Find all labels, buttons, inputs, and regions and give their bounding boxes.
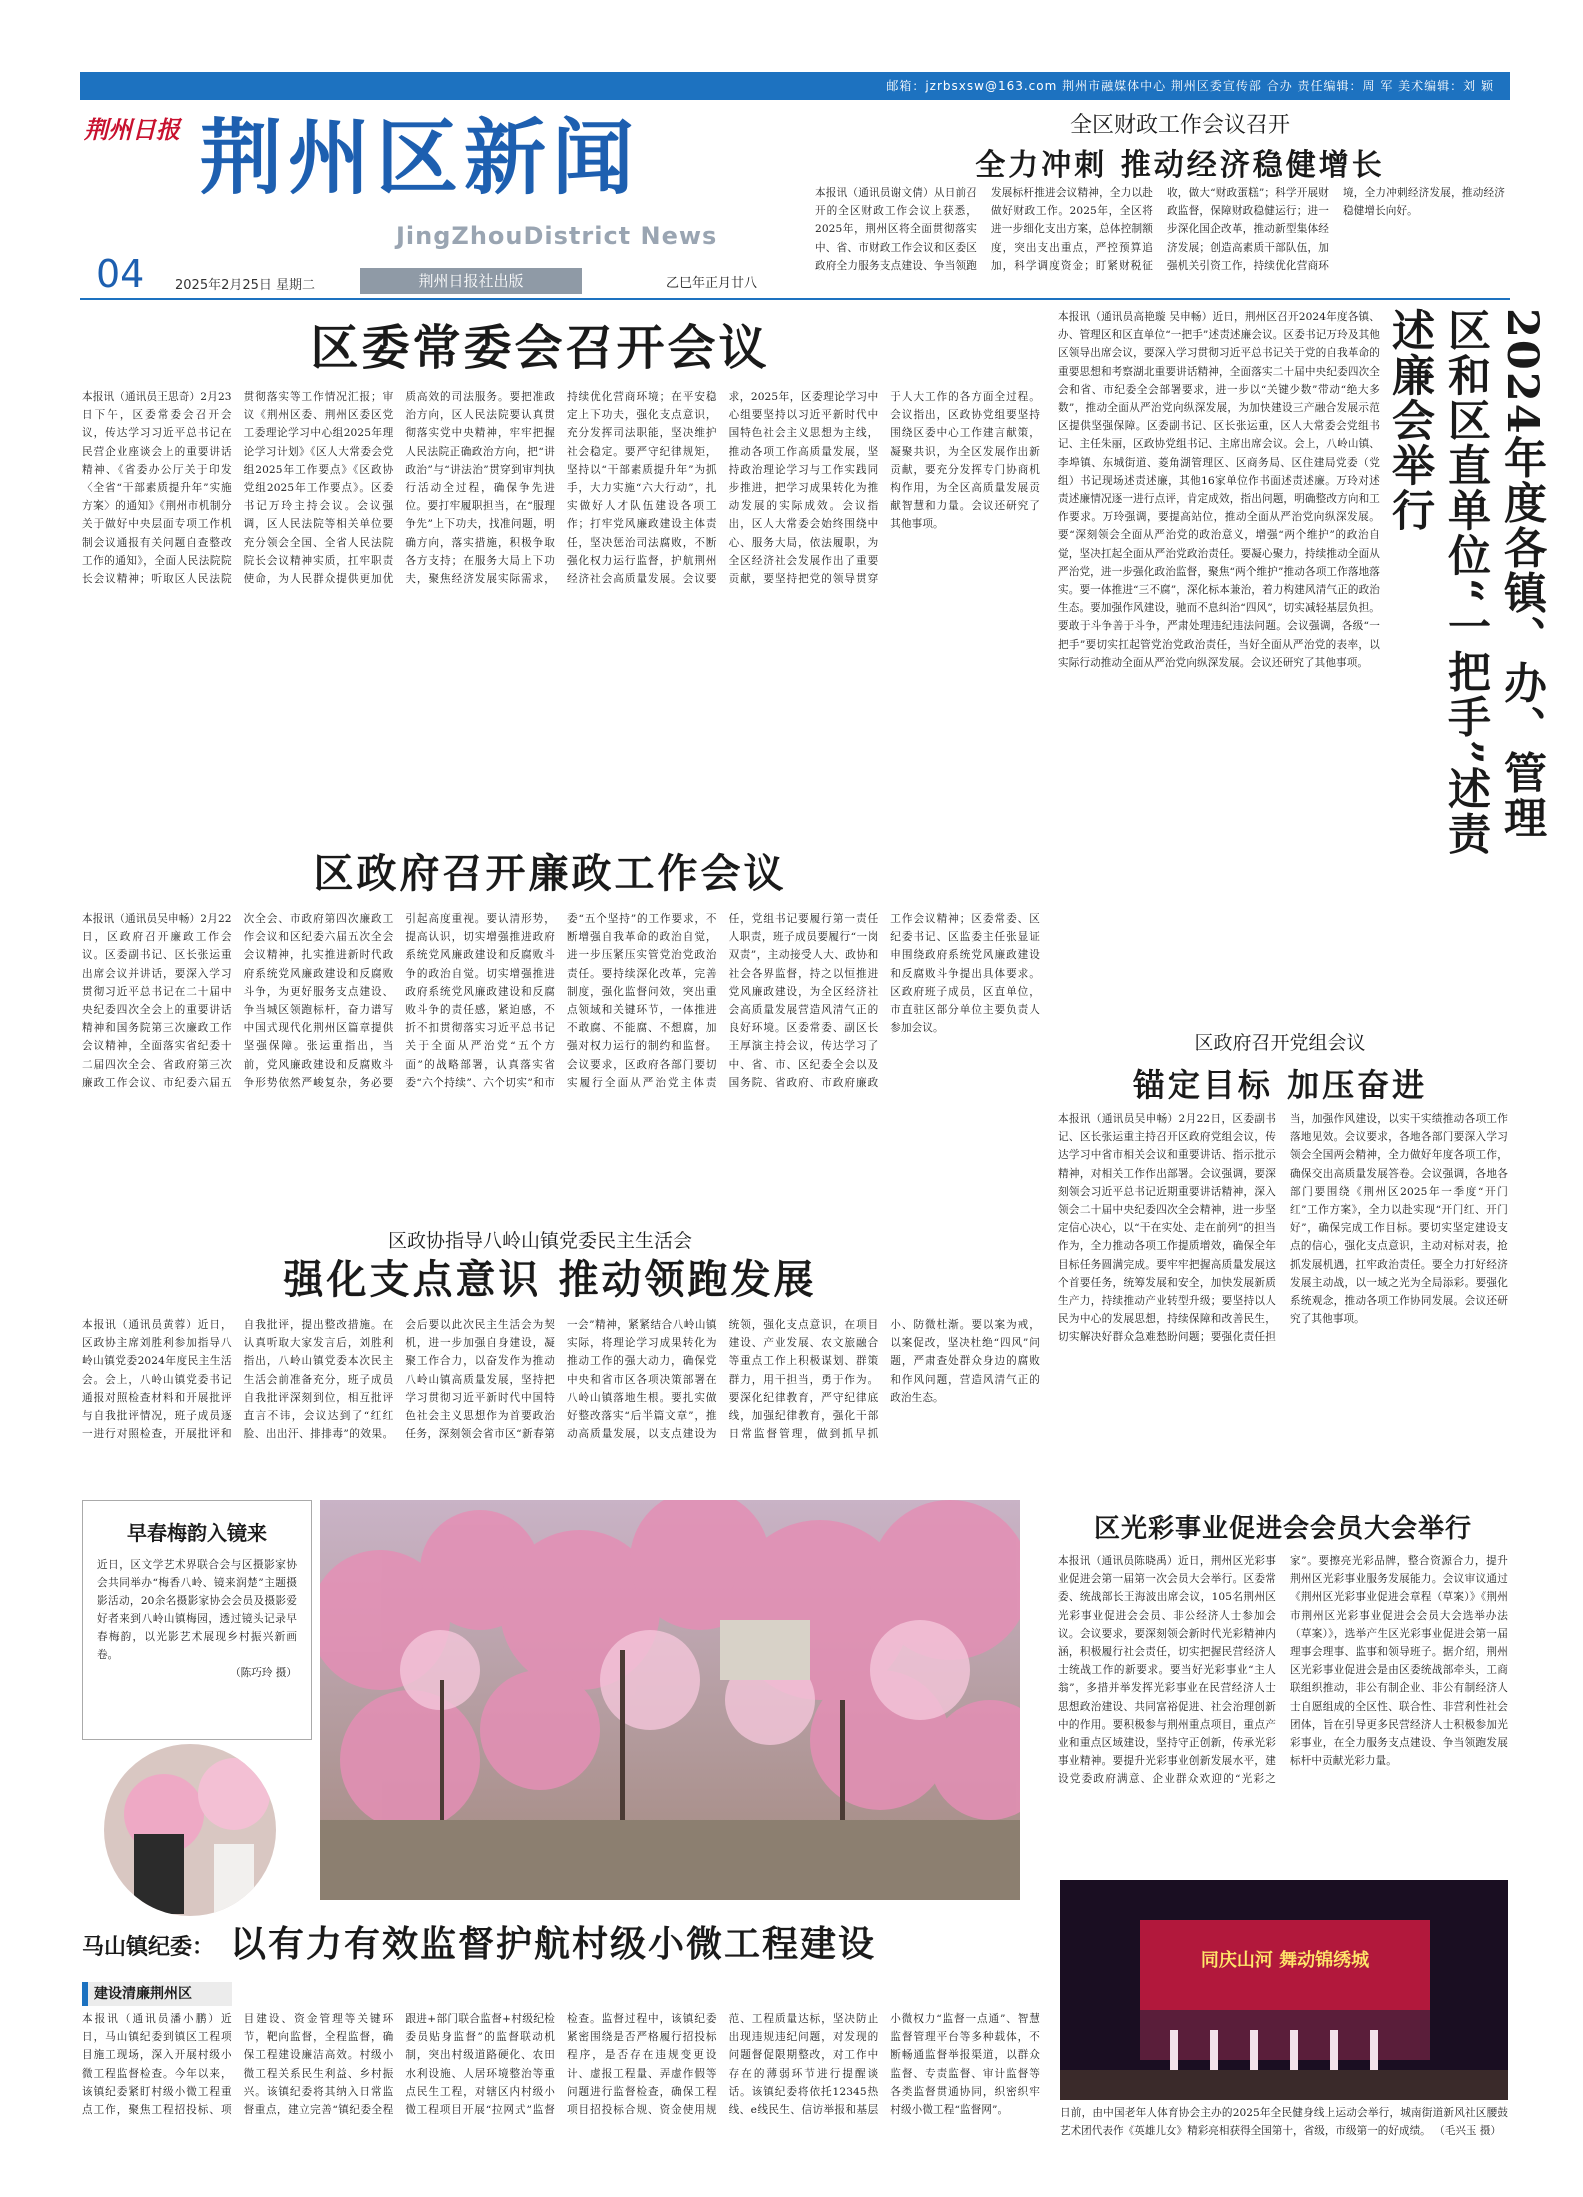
- stage-credit: （毛兴玉 摄）: [1434, 2125, 1502, 2137]
- party-body: 本报讯（通讯员吴申畅）2月22日，区委副书记、区长张运重主持召开区政府党组会议，传达学习中省市相关会议和重要讲话、指示批示精神，对相关工作作出部署。会议强调，要深刻领会习近平总书记近期重要讲话精神，深入领会二十届中央纪委四次全会精神，进一步坚定信心决心，以“干在实处、走在前列”的担当作为，全力推动各项工作提质增效，确保全年目标任务圆满完成。要牢牢把握高质量发展这个首要任务，统筹发展和安全，加快发展新质生产力，持续推动产业转型升级；要坚持以人民为中心的发展思想，持续保障和改善民生，切实解决好群众急难愁盼问题；要强化责任担当，加强作风建设，以实干实绩推动各项工作落地见效。会议要求，各地各部门要深入学习领会全国两会精神，全力做好年度各项工作，确保交出高质量发展答卷。会议强调，各地各部门要围绕《荆州区2025年一季度“开门红”工作方案》，全力以赴实现“开门红、开门好”，确保完成工作目标。要切实坚定建设支点的信心，强化支点意识，主动对标对表，抢抓发展机遇，扛牢政治责任。要全力打好经济发展主动战，以一域之光为全局添彩。要强化系统观念，推动各项工作协同发展。会议还研究了其他事项。: [1058, 1113, 1508, 1344]
- baling-body: 本报讯（通讯员黄蓉）近日，区政协主席刘胜利参加指导八岭山镇党委2024年度民主生活会。会上，八岭山镇党委书记通报对照检查材料和开展批评与自我批评情况，班子成员逐一进行对照检查，开展批评和自我批评，提出整改措施。在认真听取大家发言后，刘胜利指出，八岭山镇党委本次民主生活会前准备充分，班子成员自我批评深刻到位，相互批评直言不讳，会议达到了“红红脸、出出汗、排排毒”的效果。会后要以此次民主生活会为契机，进一步加强自身建设，凝聚工作合力，以奋发作为推动八岭山镇高质量发展，坚持把学习贯彻习近平新时代中国特色社会主义思想作为首要政治任务，深刻领会省市区“新春第一会”精神，紧紧结合八岭山镇实际，将理论学习成果转化为推动工作的强大动力，确保党中央和省市区各项决策部署在八岭山镇落地生根。要扎实做好整改落实“后半篇文章”，推动高质量发展，以支点建设为统领，强化支点意识，在项目建设、产业发展、农文旅融合等重点工作上积极谋划、群策群力，用干担当，勇于作为。要深化纪律教育，严守纪律底线，加强纪律教育，强化干部日常监督管理，做到抓早抓小、防微杜渐。要以案为戒，以案促改，坚决杜绝“四风”问题，严肃查处群众身边的腐败和作风问题，营造风清气正的政治生态。: [82, 1319, 1040, 1441]
- page-number: 04: [96, 252, 145, 296]
- mashan-column-tag: [82, 1982, 232, 2006]
- finance-title: 全力冲刺 推动经济稳健增长: [975, 148, 1385, 183]
- plum-credit: （陈巧玲 摄）: [230, 1667, 297, 1679]
- stage-screen-text: 同庆山河 舞动锦绣城: [1200, 1950, 1370, 1971]
- finance-kicker: 全区财政工作会议召开: [1069, 113, 1290, 138]
- masthead-english: JingZhouDistrict News: [396, 222, 718, 250]
- header-rule: [80, 298, 1510, 300]
- mashan-kicker: 马山镇纪委：: [82, 1934, 215, 1960]
- baling-kicker: 区政协指导八岭山镇党委民主生活会: [387, 1230, 692, 1252]
- plum-inset-photo: [100, 1740, 280, 1920]
- plum-caption: 近日，区文学艺术界联合会与区摄影家协会共同举办“梅香八岭、镜来润楚”主题摄影活动，20余名摄影家协会会员及摄影爱好者来到八岭山镇梅园，透过镜头记录早春梅韵，以光影艺术展现乡村振兴新画卷。: [97, 1559, 297, 1661]
- stage-caption: [1060, 2104, 1508, 2140]
- stage-caption-text: 日前，由中国老年人体育协会主办的2025年全民健身线上运动会举行，城南街道新风社区腰鼓艺术团代表作《英雄儿女》精彩亮相获得全国第十，省级，市级第一的好成绩。: [1060, 2107, 1508, 2137]
- newspaper-logo: 荆州日报: [84, 115, 180, 144]
- dateline: 2025年2月25日 星期二: [175, 278, 316, 293]
- mashan-body: 本报讯（通讯员潘小鹏）近日，马山镇纪委到镇区工程项目施工现场，深入开展村级小微工程监督检查。今年以来，该镇纪委紧盯村级小微工程重点工作，聚焦工程招投标、项目建设、资金管理等关键环节，靶向监督，全程监督，确保工程建设廉洁高效。村级小微工程关系民生利益、乡村振兴。该镇纪委将其纳入日常监督重点，建立完善“镇纪委全程跟进+部门联合监督+村级纪检委员贴身监督”的监督联动机制，突出村级道路硬化、农田水利设施、人居环境整治等重点民生工程，对辖区内村级小微工程项目开展“拉网式”监督检查。监督过程中，该镇纪委紧密围绕是否严格履行招投标程序，是否存在违规变更设计、虚报工程量、弄虚作假等问题进行监督检查，确保工程项目招投标合规、资金使用规范、工程质量达标，坚决防止出现违规违纪问题，对发现的问题督促限期整改，对工作中存在的薄弱环节进行提醒谈话。该镇纪委将依托12345热线、e线民生、信访举报和基层小微权力“监督一点通”、智慧监督管理平台等多种载体，不断畅通监督举报渠道，以群众监督、专责监督、审计监督等各类监督贯通协同，织密织牢村级小微工程“监督网”。: [82, 2013, 1040, 2117]
- integrity-body: 本报讯（通讯员吴申畅）2月22日，区政府召开廉政工作会议。区委副书记、区长张运重出席会议并讲话，要深入学习贯彻习近平总书记在二十届中央纪委四次全会上的重要讲话精神和国务院第三次廉政工作会议精神，全面落实省纪委十二届四次全会、省政府第三次廉政工作会议、市纪委六届五次全会、市政府第四次廉政工作会议和区纪委六届五次全会会议精神，扎实推进新时代政府系统党风廉政建设和反腐败斗争，为更好服务支点建设、争当城区领跑标杆，奋力谱写中国式现代化荆州区篇章提供坚强保障。张运重指出，当前，党风廉政建设和反腐败斗争形势依然严峻复杂，务必要引起高度重视。要认清形势，提高认识，切实增强推进政府系统党风廉政建设和反腐败斗争的政治自觉。切实增强推进政府系统党风廉政建设和反腐败斗争的责任感，紧迫感，不折不扣贯彻落实习近平总书记关于全面从严治党“五个方面”的战略部署，认真落实省委“六个持续”、六个切实”和市委“五个坚持”的工作要求，不断增强自我革命的政治自觉，进一步压紧压实管党治党政治责任。要持续深化改革，完善制度，强化监督问效，突出重点领域和关键环节，一体推进不敢腐、不能腐、不想腐，加强对权力运行的制约和监督。会议要求，区政府各部门要切实履行全面从严治党主体责任，党组书记要履行第一责任人职责，班子成员要履行“一岗双责”，主动接受人大、政协和社会各界监督，持之以恒推进党风廉政建设，为全区经济社会高质量发展营造风清气正的良好环境。区委常委、副区长王厚演主持会议，传达学习了中、省、市、区纪委全会以及国务院、省政府、市政府廉政工作会议精神；区委常委、区纪委书记、区监委主任张显证申围绕政府系统党风廉政建设和反腐败斗争提出具体要求。区政府班子成员，区直单位，市直驻区部分单位主要负责人参加会议。: [82, 913, 1040, 1089]
- cadres-title: 2024年度各镇、办、管理区和区直单位“一把手”述责述廉会举行: [1385, 308, 1547, 857]
- masthead-title: 荆州区新闻: [200, 110, 641, 206]
- assoc-title: 区光彩事业促进会会员大会举行: [1093, 1514, 1472, 1544]
- mashan-column-label: 建设清廉荆州区: [94, 1986, 192, 2002]
- finance-body: 本报讯（通讯员谢文倩）从日前召开的全区财政工作会议上获悉，2025年，荆州区将全面贯彻落实中、省、市财政工作会议和区委区政府全力服务支点建设、争当领跑发展标杆推进会议精神，全力以赴做好财政工作。2025年，全区将进一步细化支出方案，总体控制额度，突出支出重点，严控预算追加，科学调度资金；盯紧财税征收，做大“财政蛋糕”；科学开展财政监督，保障财政稳健运行；进一步深化国企改革，推动新型集体经济发展；创造高素质干部队伍，加强机关引资工作，持续优化营商环境，全力冲刺经济发展，推动经济稳健增长向好。: [815, 187, 1505, 272]
- photographer-image: [104, 1744, 280, 1920]
- party-kicker: 区政府召开党组会议: [1194, 1032, 1366, 1054]
- standing-title: 区委常委会召开会议: [310, 320, 770, 376]
- plum-blossom-image: [320, 1500, 1020, 1900]
- cadres-body: 本报讯（通讯员高艳璇 吴申畅）近日，荆州区召开2024年度各镇、办、管理区和区直单位“一把手”述责述廉会议。区委书记万玲及其他区领导出席会议，要深入学习贯彻习近平总书记关于党的自我革命的重要思想和考察湖北重要讲话精神，全面落实二十届中央纪委四次全会和省、市纪委全会部署要求，进一步以“关键少数”带动“绝大多数”，推动全面从严治党向纵深发展，为加快建设三产融合发展示范区提供坚强保障。区委副书记、区长张运重，区人大常委会党组书记、主任朱丽，区政协党组书记、主席出席会议。会上，八岭山镇、李埠镇、东城街道、菱角湖管理区、区商务局、区住建局党委（党组）书记现场述责述廉，其他16家单位作书面述责述廉。万玲对述责述廉情况逐一进行点评，肯定成效，指出问题，明确整改方向和工作要求。万玲强调，要提高站位，推动全面从严治党向纵深发展。要“深刻领会全面从严治党的政治意义，增强“两个维护”的政治自觉，坚决扛起全面从严治党政治责任。要凝心聚力，持续推动全面从严治党，进一步强化政治监督，聚焦“两个维护”推动各项工作落地落实。要一体推进“三不腐”，深化标本兼治，着力构建风清气正的政治生态。要加强作风建设，驰而不息纠治“四风”，切实减轻基层负担。要敢于斗争善于斗争，严肃处理违纪违法问题。会议强调，各级“一把手”要切实扛起管党治党政治责任，当好全面从严治党的表率，以实际行动推动全面从严治党向纵深发展。会议还研究了其他事项。: [1058, 311, 1380, 669]
- plum-photo: [320, 1500, 1020, 1900]
- lunar-date: 乙巳年正月廿八: [666, 276, 758, 291]
- stage-performance-image: [1060, 1880, 1508, 2100]
- standing-body: 本报讯（通讯员王思奇）2月23日下午，区委常委会召开会议，传达学习习近平总书记在民营企业座谈会上的重要讲话精神、《省委办公厅关于印发〈全省“干部素质提升年”实施方案〉的通知》《荆州市机制分关于做好中央层面专项工作机制会议通报有关问题自查整改工作的通知》，全面人民法院院长会议精神；听取区人民法院贯彻落实等工作情况汇报；审议《荆州区委、荆州区委区党工委理论学习中心组2025年理论学习计划》《区人大常委会党组2025年工作要点》《区政协党组2025年工作要点》。区委书记万玲主持会议。会议强调，区人民法院等相关单位要充分领会全国、全省人民法院院长会议精神实质，扛牢职责使命，为人民群众提供更加优质高效的司法服务。要把准政治方向，区人民法院要认真贯彻落实党中央精神，牢牢把握人民法院正确政治方向，把“讲政治”与“讲法治”贯穿到审判执行活动全过程，确保争先进位。要打牢履职担当，在“服理争先”上下功夫，找准问题，明确方向，落实措施，积极争取各方支持；在服务大局上下功夫，聚焦经济发展实际需求，持续优化营商环境；在平安稳定上下功夫，强化支点意识，充分发挥司法职能，坚决维护社会稳定。要严守纪律规矩，坚持以“干部素质提升年”为抓手，大力实施“六大行动”，扎实做好人才队伍建设各项工作；打牢党风廉政建设主体责任，坚决惩治司法腐败，不断强化权力运行监督，护航荆州经济社会高质量发展。会议要求，2025年，区委理论学习中心组要坚持以习近平新时代中国特色社会主义思想为主线，推动各项工作高质量发展，坚持政治理论学习与工作实践同步推进，把学习成果转化为推动发展的实际成效。会议指出，区人大常委会始终围绕中心、服务大局，依法履职，为全区经济社会发展作出了重要贡献，要坚持把党的领导贯穿于人大工作的各方面全过程。会议指出，区政协党组要坚持围绕区委中心工作建言献策，凝聚共识，为全区发展作出新贡献，要充分发挥专门协商机构作用，为全区高质量发展贡献智慧和力量。会议还研究了其他事项。: [82, 391, 1040, 586]
- integrity-title: 区政府召开廉政工作会议: [313, 850, 787, 897]
- stage-photo: [1060, 1880, 1508, 2100]
- publisher-badge: 荆州日报社出版: [360, 268, 582, 294]
- header-topbar: 邮箱：jzrbsxsw@163.com 荆州市融媒体中心 荆州区委宣传部 合办 责任编辑：周 军 美术编辑：刘 颖: [80, 72, 1510, 100]
- baling-title: 强化支点意识 推动领跑发展: [283, 1256, 817, 1303]
- party-title: 锚定目标 加压奋进: [1132, 1066, 1428, 1104]
- assoc-body: 本报讯（通讯员陈晓禹）近日，荆州区光彩事业促进会第一届第一次会员大会举行。区委常委、统战部长王海波出席会议，105名荆州区光彩事业促进会会员、非公经济人士参加会议。会议要求，要深刻领会新时代光彩精神内涵，积极履行社会责任，切实把握民营经济人士统战工作的新要求。要当好光彩事业“主人翁”，多措并举发挥光彩事业在民营经济人士思想政治建设、共同富裕促进、社会治理创新中的作用。要积极参与荆州重点项目，重点产业和重点区域建设，坚持守正创新，传承光彩事业精神。要提升光彩事业创新发展水平，建设党委政府满意、企业群众欢迎的“光彩之家”。要擦亮光彩品牌，整合资源合力，提升荆州区光彩事业服务发展能力。会议审议通过《荆州区光彩事业促进会章程（草案）》《荆州市荆州区光彩事业促进会会员大会选举办法（草案）》，选举产生区光彩事业促进会第一届理事会理事、监事和领导班子。据介绍，荆州区光彩事业促进会是由区委统战部牵头，工商联组织推动，非公有制企业、非公有制经济人士自愿组成的全区性、联合性、非营利性社会团体，旨在引导更多民营经济人士积极参加光彩事业，在全力服务支点建设、争当领跑发展标杆中贡献光彩力量。: [1058, 1555, 1508, 1786]
- plum-caption-box: [82, 1500, 312, 1740]
- plum-title: 早春梅韵入镜来: [127, 1521, 267, 1545]
- mashan-title: 以有力有效监督护航村级小微工程建设: [230, 1923, 877, 1965]
